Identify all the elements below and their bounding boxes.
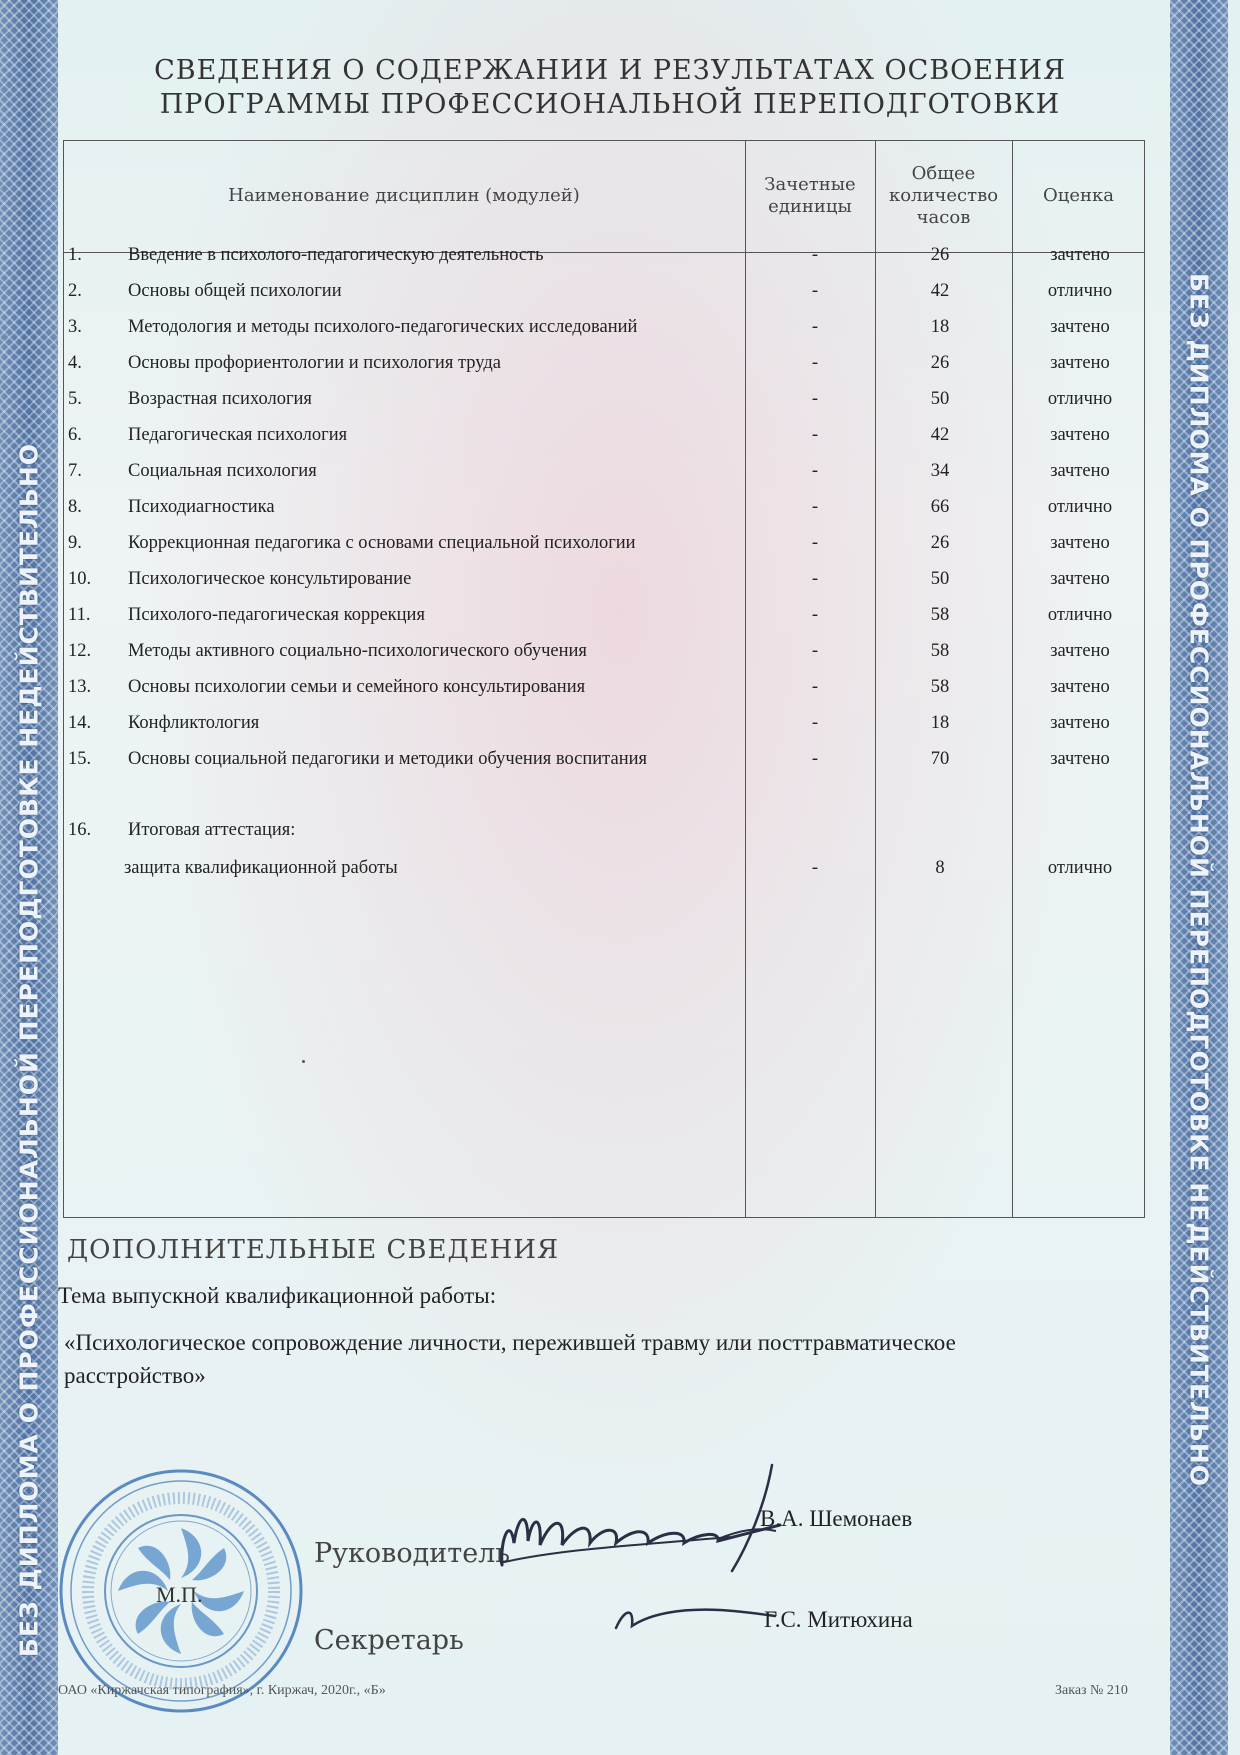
header-units-line-2: единицы [768,196,852,217]
row-number: 4. [68,353,82,373]
row-discipline: Основы общей психологии [128,281,342,301]
final-attestation-detail-row [0,858,1240,888]
row-number: 9. [68,533,82,553]
row-units: - [811,281,819,301]
row-hours: 26 [930,353,950,373]
row-units: - [811,353,819,373]
row-number: 10. [68,569,92,589]
row-units: - [811,858,819,878]
table-row [0,317,1240,347]
row-hours: 50 [930,389,950,409]
secretary-signature-icon [610,1590,780,1640]
header-total-hours [876,148,1011,244]
row-discipline: Психодиагностика [128,497,275,517]
row-number: 13. [68,677,92,697]
left-border-text: БЕЗ ДИПЛОМА О ПРОФЕССИОНАЛЬНОЙ ПЕРЕПОДГОТОВКЕ НЕДЕЙСТВИТЕЛЬНО [14,442,44,1658]
row-grade: зачтено [1050,317,1110,337]
title-line-2: ПРОГРАММЫ ПРОФЕССИОНАЛЬНОЙ ПЕРЕПОДГОТОВКИ [159,89,1061,120]
row-units: - [811,461,819,481]
row-discipline: Методы активного социально-психологического обучения [128,641,587,661]
row-discipline: Возрастная психология [128,389,312,409]
row-hours: 58 [930,605,950,625]
row-discipline: Основы социальной педагогики и методики обучения воспитания [128,749,648,769]
row-hours: 18 [930,317,950,337]
row-discipline: Психолого-педагогическая коррекция [128,605,425,625]
row-number: 2. [68,281,82,301]
row-discipline: Конфликтология [128,713,260,733]
row-units: - [811,245,819,265]
additional-info-title: ДОПОЛНИТЕЛЬНЫЕ СВЕДЕНИЯ [67,1235,559,1265]
header-grade: Оценка [1043,185,1114,206]
director-name: В.А. Шемонаев [760,1506,913,1531]
secretary-role: Секретарь [314,1625,464,1656]
row-grade: зачтено [1050,569,1110,589]
row-units: - [811,605,819,625]
row-grade: отлично [1047,858,1113,878]
thesis-topic: «Психологическое сопровождение личности, пережившей травму или посттравматическое расстройство» [64,1330,956,1388]
header-credit-units [746,148,874,244]
row-units: - [811,497,819,517]
table-row [0,749,1240,779]
row-number: 12. [68,641,92,661]
row-hours: 26 [930,533,950,553]
row-hours: 8 [935,858,945,878]
header-discipline-name: Наименование дисциплин (модулей) [228,185,580,206]
row-grade: зачтено [1050,713,1110,733]
row-grade: зачтено [1050,425,1110,445]
row-discipline: Основы профориентологии и психология труда [128,353,501,373]
table-row [0,389,1240,419]
final-attestation-row [0,820,1240,850]
row-discipline: Коррекционная педагогика с основами специальной психологии [128,533,636,553]
row-hours: 34 [930,461,950,481]
row-units: - [811,569,819,589]
row-units: - [811,641,819,661]
row-hours: 58 [930,641,950,661]
row-number: 1. [68,245,82,265]
row-grade: зачтено [1050,353,1110,373]
row-grade: отлично [1047,497,1113,517]
row-units: - [811,677,819,697]
secretary-name: Г.С. Митюхина [764,1607,913,1632]
order-number: Заказ № 210 [1055,1683,1128,1698]
final-attestation-label: Итоговая аттестация: [128,820,296,840]
table-row [0,569,1240,599]
table-row [0,281,1240,311]
row-grade: зачтено [1050,461,1110,481]
stamp-place-label: М.П. [156,1582,203,1607]
row-number: 7. [68,461,82,481]
row-units: - [811,317,819,337]
row-number: 11. [68,605,91,625]
decorative-dot [302,1060,305,1063]
header-units-line-1: Зачетные [764,174,856,195]
table-row [0,641,1240,671]
row-hours: 26 [930,245,950,265]
printer-imprint: ОАО «Киржачская типография», г. Киржач, 2020г., «Б» [58,1683,386,1698]
row-number: 8. [68,497,82,517]
row-discipline: Педагогическая психология [128,425,348,445]
row-units: - [811,389,819,409]
final-attestation-detail: защита квалификационной работы [124,858,398,878]
row-discipline: Основы психологии семьи и семейного консультирования [128,677,586,697]
row-hours: 42 [930,425,950,445]
row-hours: 18 [930,713,950,733]
row-units: - [811,533,819,553]
row-number: 15. [68,749,92,769]
row-discipline: Психологическое консультирование [128,569,412,589]
page-title [120,54,1100,122]
row-number: 3. [68,317,82,337]
right-border-text: БЕЗ ДИПЛОМА О ПРОФЕССИОНАЛЬНОЙ ПЕРЕПОДГОТОВКЕ НЕДЕЙСТВИТЕЛЬНО [1184,272,1214,1488]
row-number: 6. [68,425,82,445]
header-hours-line-1: Общее [911,163,976,184]
row-hours: 50 [930,569,950,589]
row-grade: отлично [1047,281,1113,301]
row-units: - [811,713,819,733]
row-discipline: Введение в психолого-педагогическую деятельность [128,245,544,265]
row-grade: зачтено [1050,245,1110,265]
table-row [0,245,1240,275]
row-grade: отлично [1047,389,1113,409]
header-hours-line-3: часов [916,207,971,228]
row-grade: зачтено [1050,749,1110,769]
table-row [0,461,1240,491]
row-number: 16. [68,820,92,840]
director-role: Руководитель [314,1538,511,1569]
thesis-label: Тема выпускной квалификационной работы: [58,1283,497,1308]
header-hours-line-2: количество [888,185,999,206]
table-row [0,677,1240,707]
table-row [0,605,1240,635]
table-row [0,353,1240,383]
row-hours: 66 [930,497,950,517]
table-row [0,533,1240,563]
table-row [0,713,1240,743]
row-grade: отлично [1047,605,1113,625]
row-grade: зачтено [1050,641,1110,661]
row-hours: 42 [930,281,950,301]
row-grade: зачтено [1050,533,1110,553]
row-grade: зачтено [1050,677,1110,697]
row-discipline: Методология и методы психолого-педагогических исследований [128,317,638,337]
row-number: 14. [68,713,92,733]
row-number: 5. [68,389,82,409]
table-row [0,497,1240,527]
row-hours: 70 [930,749,950,769]
title-line-1: СВЕДЕНИЯ О СОДЕРЖАНИИ И РЕЗУЛЬТАТАХ ОСВОЕНИЯ [154,55,1066,86]
row-units: - [811,425,819,445]
row-hours: 58 [930,677,950,697]
row-discipline: Социальная психология [128,461,317,481]
table-row [0,425,1240,455]
row-units: - [811,749,819,769]
